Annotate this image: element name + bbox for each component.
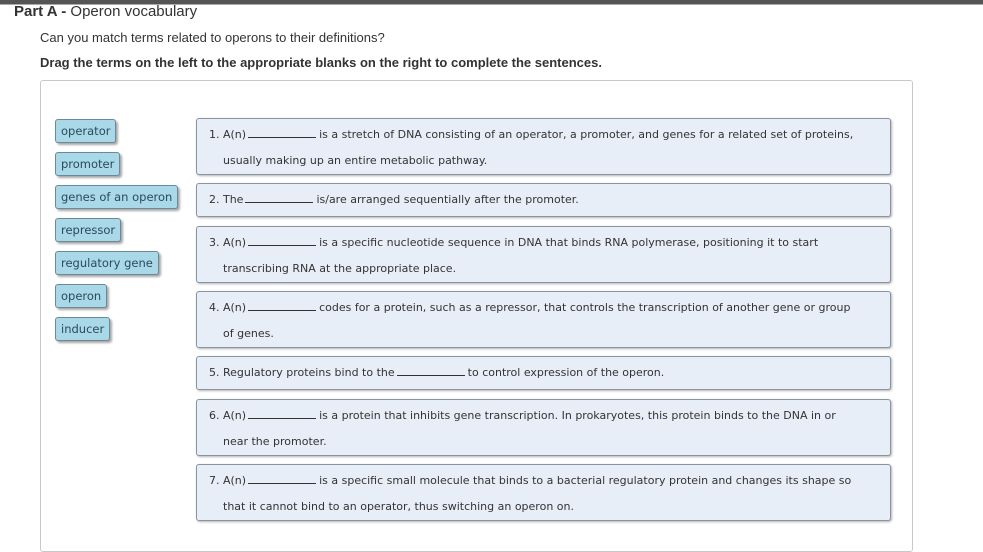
part-label: Part A -: [14, 3, 67, 20]
drop-blank-6[interactable]: [248, 406, 316, 419]
sentence-5: [196, 356, 891, 390]
sentence-text: transcribing RNA at the appropriate place.: [223, 262, 457, 275]
page-title: [14, 3, 197, 20]
sentence-text: to control expression of the operon.: [467, 366, 665, 379]
sentence-text: 7. A(n): [209, 474, 247, 487]
term-operator[interactable]: operator: [55, 119, 116, 143]
part-title-text: Operon vocabulary: [70, 3, 198, 20]
sentence-3: [196, 226, 891, 283]
sentence-text: is a specific small molecule that binds to a bacterial regulatory protein and changes its shape so: [319, 474, 852, 487]
term-promoter[interactable]: promoter: [55, 152, 120, 176]
sentence-text: is a specific nucleotide sequence in DNA that binds RNA polymerase, positioning it to start: [319, 236, 819, 249]
sentence-text: 1. A(n): [209, 128, 247, 141]
sentence-text: near the promoter.: [223, 435, 327, 448]
sentence-text: is/are arranged sequentially after the promoter.: [316, 193, 579, 206]
term-repressor[interactable]: repressor: [55, 218, 121, 242]
sentence-4: [196, 291, 891, 348]
sentence-1: [196, 118, 891, 175]
drop-blank-2[interactable]: [245, 190, 313, 203]
sentence-7: [196, 464, 891, 521]
sentence-text: codes for a protein, such as a repressor, that controls the transcription of another gene or group: [319, 301, 851, 314]
sentence-text: 4. A(n): [209, 301, 247, 314]
sentence-2: [196, 183, 891, 217]
sentence-text: 3. A(n): [209, 236, 247, 249]
term-regulatory-gene[interactable]: regulatory gene: [55, 251, 159, 275]
term-genes-of-an-operon[interactable]: genes of an operon: [55, 185, 178, 209]
sentence-text: 6. A(n): [209, 409, 247, 422]
sentence-text: 2. The: [209, 193, 244, 206]
instruction-text: Drag the terms on the left to the appropriate blanks on the right to complete the sentences.: [40, 55, 602, 70]
drop-blank-4[interactable]: [248, 298, 316, 311]
sentence-text: is a stretch of DNA consisting of an operator, a promoter, and genes for a related set of proteins,: [319, 128, 854, 141]
sentence-6: [196, 399, 891, 456]
drop-blank-5[interactable]: [397, 363, 465, 376]
drop-blank-1[interactable]: [248, 125, 316, 138]
sentence-text: that it cannot bind to an operator, thus switching an operon on.: [223, 500, 574, 513]
question-text: Can you match terms related to operons to their definitions?: [40, 30, 385, 45]
sentence-text: is a protein that inhibits gene transcription. In prokaryotes, this protein binds to the DNA in or: [319, 409, 836, 422]
term-operon[interactable]: operon: [55, 284, 107, 308]
drop-blank-7[interactable]: [248, 471, 316, 484]
sentence-text: usually making up an entire metabolic pathway.: [223, 154, 488, 167]
term-inducer[interactable]: inducer: [55, 317, 110, 341]
sentence-text: 5. Regulatory proteins bind to the: [209, 366, 395, 379]
sentence-text: of genes.: [223, 327, 274, 340]
drop-blank-3[interactable]: [248, 233, 316, 246]
